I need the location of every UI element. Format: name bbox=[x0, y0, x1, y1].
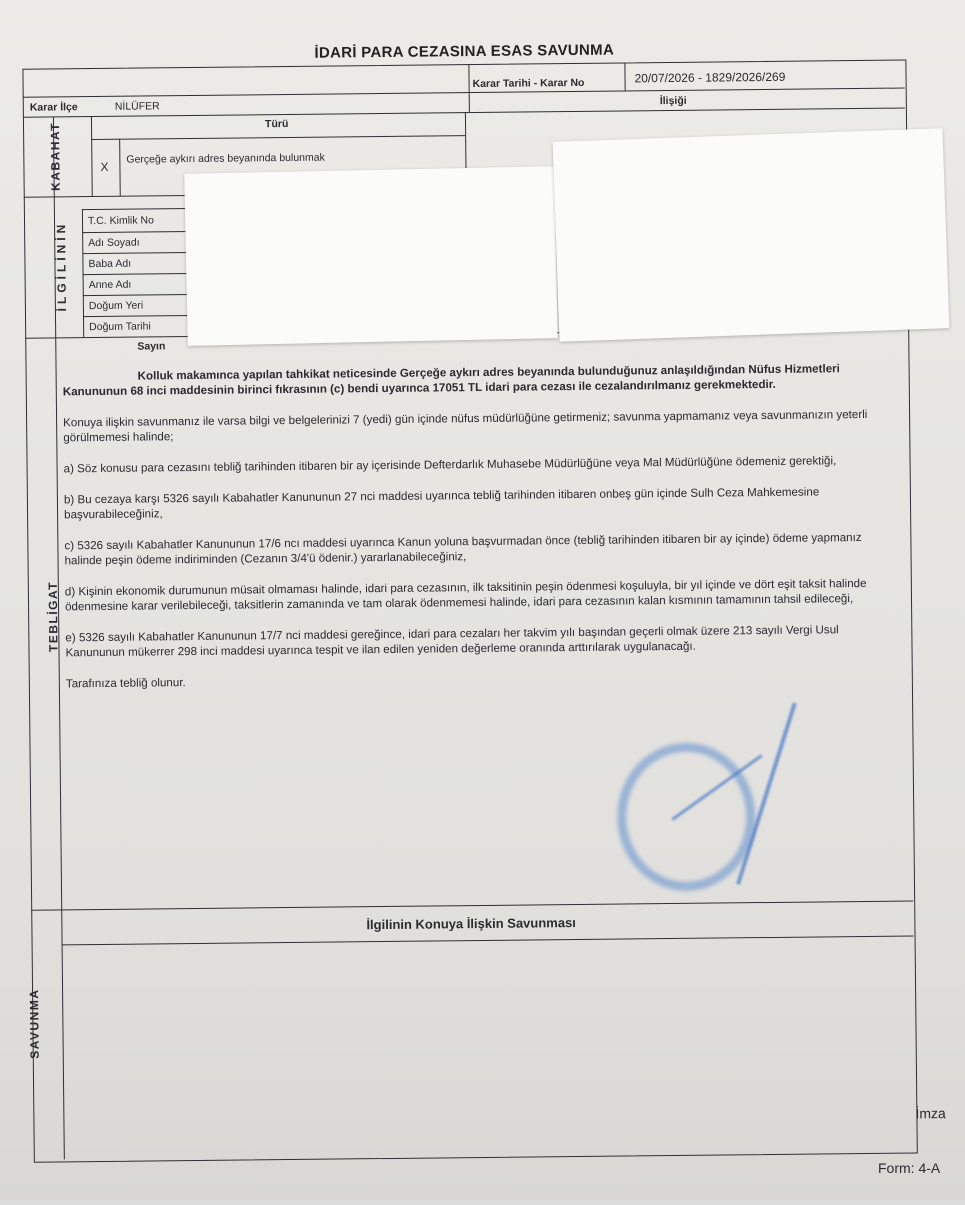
form-code: Form: 4-A bbox=[878, 1160, 941, 1176]
tebligat-item-c: c) 5326 sayılı Kabahatler Kanununun 17/6 ncı maddesi uyarınca Kanun yoluna başvurmadan önce (tebliğ tarihinden itibaren bir ay içinde) ödeme yapmanız halinde peşin ödeme indiriminden (Cezanın 3/4'ü ödenir.) yararlanabileceğiniz, bbox=[64, 531, 862, 568]
tebligat-instruction: Konuya ilişkin savunmanız ile varsa bilgi ve belgelerinizi 7 (yedi) gün içinde nüfus müdürlüğüne getirmeniz; savunma yapmamanız veya savunmanızın yeterli görülmemesi halinde; bbox=[63, 407, 868, 445]
karar-ilce-value: NİLÜFER bbox=[114, 100, 160, 113]
kabahat-checkbox-mark: X bbox=[100, 159, 109, 174]
tebligat-item-b: b) Bu cezaya karşı 5326 sayılı Kabahatler Kanununun 27 nci maddesi uyarınca tebliğ tarihinden itibaren onbeş gün içinde Sulh Ceza Mahkemesine başvurabileceğiniz, bbox=[63, 485, 820, 522]
field-dogum-tarihi: Doğum Tarihi bbox=[89, 320, 151, 334]
tebligat-body bbox=[62, 331, 881, 708]
ilgilinin-section-label: İLGİLİNİN bbox=[54, 220, 69, 312]
field-tc-kimlik-no: T.C. Kimlik No bbox=[87, 214, 155, 228]
imza-label: İmza bbox=[915, 1105, 946, 1122]
tebligat-section-label: TEBLİGAT bbox=[45, 580, 61, 653]
turu-label: Türü bbox=[264, 117, 289, 131]
official-stamp bbox=[617, 742, 757, 891]
kabahat-section-label: KABAHAT bbox=[47, 121, 63, 191]
redaction-paper-right bbox=[553, 128, 950, 341]
field-adi-soyadi: Adı Soyadı bbox=[88, 236, 140, 250]
savunma-heading: İlgilinin Konuya İlişkin Savunması bbox=[366, 915, 576, 933]
tebligat-item-a: a) Söz konusu para cezasını tebliğ tarihinden itibaren bir ay içerisinde Defterdarlık Muhasebe Müdürlüğüne veya Mal Müdürlüğüne ödemeniz gerektiği, bbox=[63, 454, 837, 476]
tebligat-item-d: d) Kişinin ekonomik durumunun müsait olmaması halinde, idari para cezasının, ilk taksitinin peşin ödenmesi koşuluyla, bir yıl içinde ve dört eşit taksit halinde ödenmesine karar verilebileceği, taksitlerin zamanında ve tam olarak ödenmemesi halinde, idari para cezasının kalan kısmının tamamının tahsil edileceği, bbox=[64, 576, 867, 614]
field-dogum-yeri: Doğum Yeri bbox=[88, 299, 144, 313]
field-baba-adi: Baba Adı bbox=[88, 257, 132, 271]
savunma-section-label: SAVUNMA bbox=[27, 988, 42, 1059]
tebligat-intro: Kolluk makamınca yapılan tahkikat neticesinde Gerçeğe aykırı adres beyanında bulunduğunuz anlaşıldığından Nüfus Hizmetleri Kanununun 68 inci maddesinin birinci fıkrasının (c) bendi uyarınca 17051 TL idari para cezası ile cezalandırılmanız gerekmektedir. bbox=[62, 362, 840, 399]
form-title: İDARİ PARA CEZASINA ESAS SAVUNMA bbox=[314, 41, 615, 62]
tebligat-closing: Tarafınıza tebliğ olunur. bbox=[65, 676, 186, 691]
ilisigi-label: İlişiği bbox=[659, 94, 687, 108]
karar-ilce-label: Karar İlçe bbox=[29, 101, 78, 114]
karar-tarihi-label: Karar Tarihi - Karar No bbox=[472, 76, 585, 91]
redaction-paper-left bbox=[184, 166, 558, 346]
kabahat-description: Gerçeğe aykırı adres beyanında bulunmak bbox=[126, 151, 325, 166]
tebligat-item-e: e) 5326 sayılı Kabahatler Kanununun 17/7 nci maddesi gereğince, idari para cezaları her takvim yılı başından geçerli olmak üzere 213 sayılı Vergi Usul Kanununun mükerrer 298 inci maddesi uyarınca tespit ve ilan edilen yeniden değerleme oranında arttırılarak uygulanacağı. bbox=[65, 623, 839, 660]
sayin-label: Sayın bbox=[137, 340, 166, 353]
field-anne-adi: Anne Adı bbox=[88, 278, 132, 292]
karar-tarihi-value: 20/07/2026 - 1829/2026/269 bbox=[634, 69, 786, 86]
